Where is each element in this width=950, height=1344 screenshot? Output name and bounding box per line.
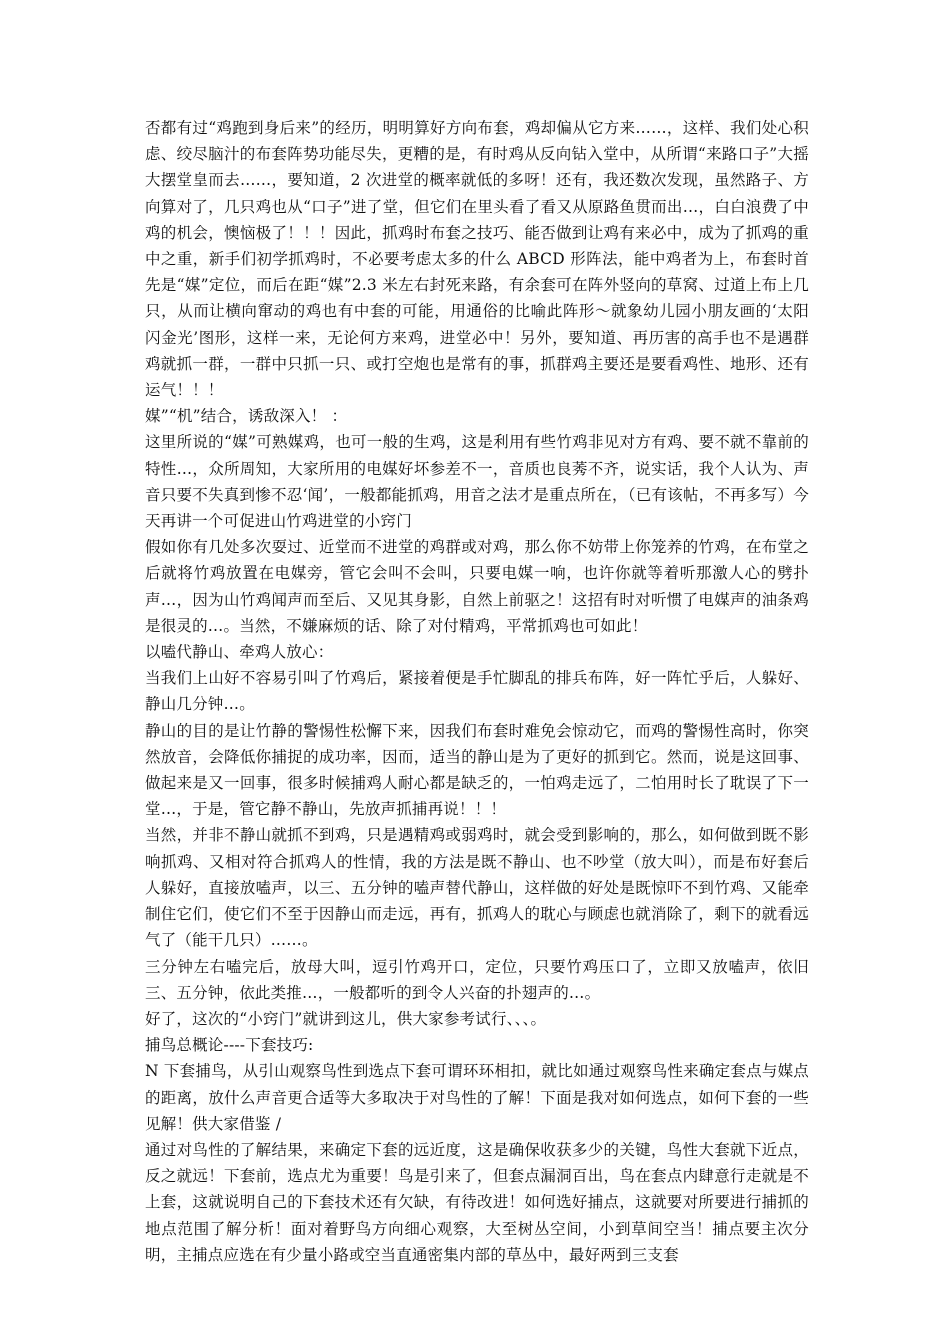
paragraph-repeat-call: 三分钟左右嗑完后，放母大叫，逗引竹鸡开口，定位，只要竹鸡压口了，立即又放嗑声，依旧三、五分钟，依此类推…，一般都听的到令人兴奋的扑翅声的…。 bbox=[145, 957, 809, 1002]
paragraph-snaring-intro: N 下套捕鸟，从引山观察鸟性到选点下套可谓环环相扣，就比如通过观察鸟性来确定套点与媒点的距离，放什么声音更合适等大多取决于对鸟性的了解！下面是我对如何选点，如何下套的一些见解！供大家借鉴 / bbox=[145, 1062, 809, 1133]
paragraph-closing: 好了，这次的“小窍门”就讲到这儿，供大家参考试行、、、。 bbox=[145, 1009, 547, 1028]
document-page bbox=[145, 115, 809, 1268]
paragraph-call-method: 当然，并非不静山就抓不到鸡，只是遇精鸡或弱鸡时，就会受到影响的，那么，如何做到既不影响抓鸡、又相对符合抓鸡人的性情，我的方法是既不静山、也不吵堂（放大叫），而是布好套后人躲好，直接放嗑声，以三、五分钟的嗑声替代静山，这样做的好处是既惊吓不到竹鸡、又能牵制住它们，使它们不至于因静山而走远，再有，抓鸡人的耽心与顾虑也就消除了，剩下的就看远气了（能干几只）……。 bbox=[145, 826, 809, 950]
paragraph-lure-bird: 这里所说的“媒”可熟媒鸡，也可一般的生鸡，这是利用有些竹鸡非见对方有鸡、要不就不靠前的特性…，众所周知，大家所用的电媒好坏参差不一，音质也良莠不齐，说实话，我个人认为、声音只要不失真到惨不忍‘闻’，一般都能抓鸡，用音之法才是重点所在，（已有该帖，不再多写）今天再讲一个可促进山竹鸡进堂的小窍门 bbox=[145, 433, 809, 531]
heading-lure-combination: 媒”“机”结合，诱敌深入！ ： bbox=[145, 407, 348, 426]
paragraph-quiet-purpose: 静山的目的是让竹静的警惕性松懈下来，因我们布套时难免会惊动它，而鸡的警惕性高时，你突然放音，会降低你捕捉的成功率，因而，适当的静山是为了更好的抓到它。然而，说是这回事、做起来是又一回事，很多时候捕鸡人耐心都是缺乏的，一怕鸡走远了，二怕用时长了耽误了下一堂…，于是，管它静不静山，先放声抓捕再说！！！ bbox=[145, 721, 809, 819]
paragraph-snare-point-selection: 通过对鸟性的了解结果，来确定下套的远近度，这是确保收获多少的关键，鸟性大套就下近点，反之就远！下套前，选点尤为重要！鸟是引来了，但套点漏洞百出，鸟在套点内肆意行走就是不上套，这就说明自己的下套技术还有欠缺，有待改进！如何选好捕点，这就要对所要进行捕抓的地点范围了解分析！面对着野鸟方向细心观察，大至树丛空间，小到草间空当！捕点要主次分明，主捕点应选在有少量小路或空当直通密集内部的草丛中，最好两到三支套 bbox=[145, 1140, 809, 1264]
heading-bird-snaring: 捕鸟总概论----下套技巧: bbox=[145, 1036, 314, 1055]
paragraph-setup-quiet: 当我们上山好不容易引叫了竹鸡后，紧接着便是手忙脚乱的排兵布阵，好一阵忙乎后，人躲好、静山几分钟…。 bbox=[145, 669, 809, 714]
paragraph-snare-strategy: 否都有过“鸡跑到身后来”的经历，明明算好方向布套，鸡却偏从它方来……，这样、我们处心积虑、绞尽脑汁的布套阵势功能尽失，更糟的是，有时鸡从反向钻入堂中，从所谓“来路口子”大摇大摆堂皇而去……，要知道，2 次进堂的概率就低的多呀！还有，我还数次发现，虽然路子、方向算对了，几只鸡也从“口子”进了堂，但它们在里头看了看又从原路鱼贯而出…，白白浪费了中鸡的机会，懊恼极了！！！因此，抓鸡时布套之技巧、能否做到让鸡有来必中，成为了抓鸡的重中之重，新手们初学抓鸡时，不必要考虑太多的什么 ABCD 形阵法，能中鸡者为上，布套时首先是“媒”定位，而后在距“媒”2.3 米左右封死来路，有余套可在阵外竖向的草窝、过道上布上几只，从而让横向窜动的鸡也有中套的可能，用通俗的比喻此阵形～就象幼儿园小朋友画的‘太阳闪金光’图形，这样一来，无论何方来鸡，进堂必中！另外，要知道、再历害的高手也不是遇群鸡就抓一群，一群中只抓一只、或打空炮也是常有的事，抓群鸡主要还是要看鸡性、地形、还有运气！！！ bbox=[145, 119, 809, 400]
heading-quiet-mountain: 以嗑代静山、牵鸡人放心： bbox=[145, 643, 334, 662]
paragraph-caged-bird-trick: 假如你有几处多次耍过、近堂而不进堂的鸡群或对鸡，那么你不妨带上你笼养的竹鸡，在布堂之后就将竹鸡放置在电媒旁，管它会叫不会叫，只要电媒一响，也许你就等着听那激人心的劈扑声…，因为山竹鸡闻声而至后、又见其身影，自然上前驱之！这招有时对听惯了电媒声的油条鸡是很灵的…。当然，不嫌麻烦的话、除了对付精鸡，平常抓鸡也可如此！ bbox=[145, 538, 809, 635]
